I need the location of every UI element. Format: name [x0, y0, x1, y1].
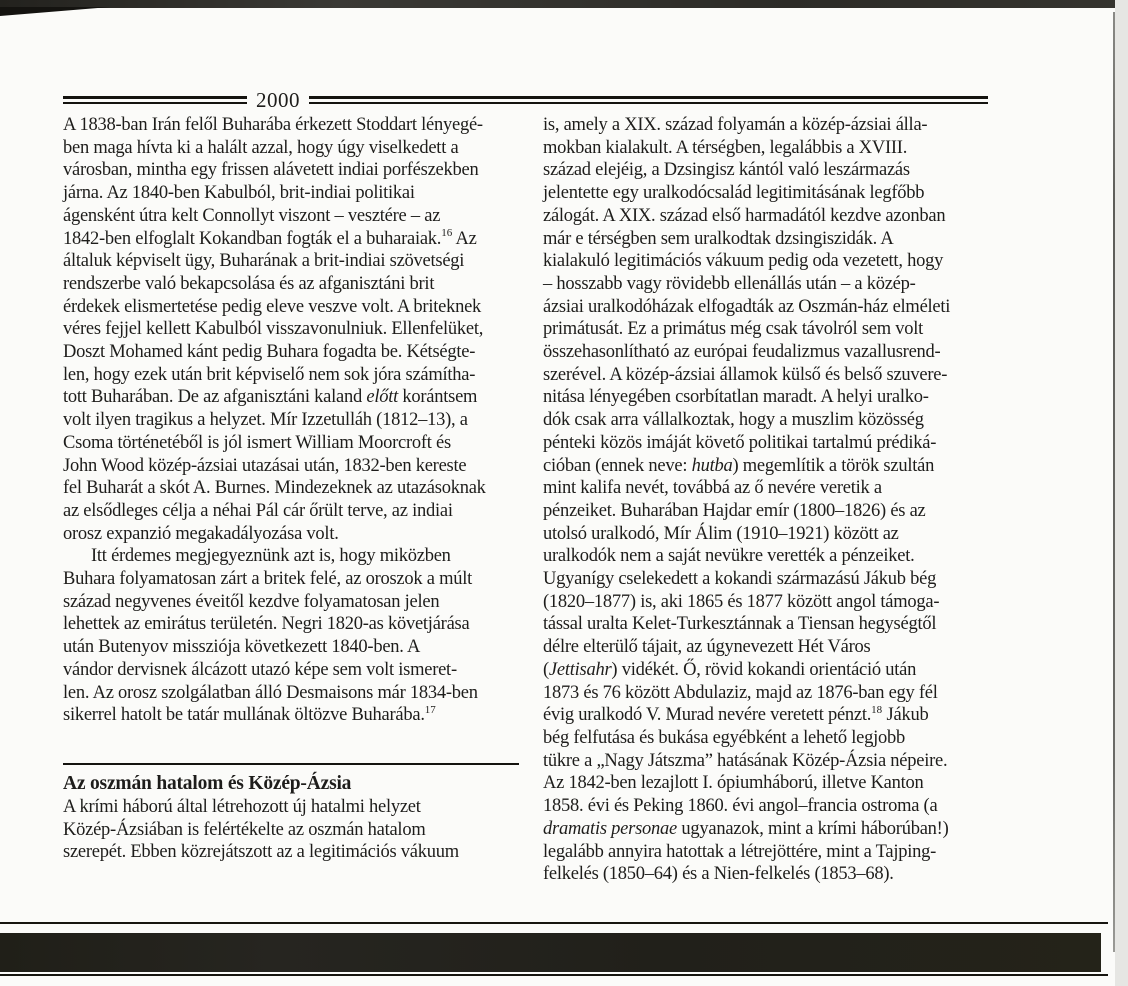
- scan-artifact-bottom-rule-bottom: [0, 974, 1108, 976]
- paragraph-russian-missions: Itt érdemes megjegyeznünk azt is, hogy miközben Buhara folyamatosan zárt a britek felé, az oroszok a múlt század negyvenes éveitől kezdve folyamatosan jelen lehettek az emirátus területén. Negri 1820-as követjárása után Butenyov missziója következett 1840-ben. A vándor dervisnek álcázott utazó képe sem volt ismeret- len. Az orosz szolgálatban álló Desmaisons már 1834-ben sikerrel hatolt be tatár mullának öltözve Buharába.$^{17}$: [63, 546, 478, 726]
- section-heading-block: [63, 763, 519, 796]
- scan-artifact-bottom-bar: [0, 933, 1101, 972]
- scan-artifact-corner-wedge: [0, 7, 110, 16]
- scan-artifact-top-bar: [0, 0, 1128, 8]
- scan-artifact-page-edge-line: [1113, 12, 1115, 952]
- paragraph-crimean-war: A krími háború által létrehozott új hatalmi helyzet Közép-Ázsiában is felértékelte az oszmán hatalom szerepét. Ebben közrejátszott az a legitimációs vákuum: [63, 796, 459, 863]
- section-heading: Az oszmán hatalom és Közép-Ázsia: [63, 772, 352, 794]
- right-column: [543, 114, 1109, 886]
- masthead-rule-left: [63, 96, 247, 104]
- paragraph-legitimacy: is, amely a XIX. század folyamán a közép-ázsiai álla- mokban kialakult. A térségben, legalábbis a XVIII. század elejéig, a Dzsingisz kántól való leszármazás jelentette egy uralkodócsalád legitimitásának legfőbb zálogát. A XIX. század első harmadától kezdve azonban már e térségben sem uralkodtak dzsingiszidák. A kialakuló legitimációs vákuum pedig oda vezetett, hogy – hosszabb vagy rövidebb ellenállás után – a közép- ázsiai uralkodóházak elfogadták az Oszmán-ház elméleti primátusát. Ez a primátus még csak távolról sem volt összehasonlítható az európai feudalizmus vazallusrend- szerével. A közép-ázsiai államok külső és belső szuvere- nitása lényegében csorbítatlan maradt. A helyi uralko- dók csak arra vállalkoztak, hogy a muszlim közösség pénteki közös imáját követő politikai tartalmú prédiká- cióban (ennek neve: hutba) megemlítik a török szultán mint kalifa nevét, továbbá az ő nevére veretik a pénzeiket. Buharában Hajdar emír (1800–1826) és az utolsó uralkodó, Mír Álim (1910–1921) között az uralkodók nem a saját nevükre verették a pénzeiket. Ugyanígy cselekedett a kokandi származású Jákub bég (1820–1877) is, aki 1865 és 1877 között angol támoga- tással uralta Kelet-Turkesztánnak a Tiensan hegységtől délre elterülő tájait, az úgynevezett Hét Város (Jettisahr) vidékét. Ő, rövid kokandi orientáció után 1873 és 76 között Abdulaziz, majd az 1876-ban egy fél évig uralkodó V. Murad nevére veretett pénzt.$^{18}$ Jákub bég felfutása és bukása egyébként a lehető legjobb tükre a „Nagy Játszma” hatásának Közép-Ázsia népeire. Az 1842-ben lezajlott I. ópiumháború, illetve Kanton 1858. évi és Peking 1860. évi angol–francia ostroma (a dramatis personae ugyanazok, mint a krími háborúban!) legalább annyira hatottak a létrejöttére, mint a Tajping- felkelés (1850–64) és a Nien-felkelés (1853–68).: [543, 115, 951, 885]
- section-heading-rule: [63, 763, 519, 765]
- left-column: [63, 114, 541, 864]
- masthead-year: 2000: [256, 88, 300, 112]
- paragraph-stoddart: A 1838-ban Irán felől Buharába érkezett Stoddart lényegé- ben maga hívta ki a halált azzal, hogy úgy viselkedett a városban, mintha egy frissen alávetett indiai porfészekben járna. Az 1840-ben Kabulból, brit-indiai politikai ágensként útra kelt Connollyt viszont – vesztére – az 1842-ben elfoglalt Kokandban fogták el a buharaiak.$^{16}$ Az általuk képviselt ügy, Buharának a brit-indiai szövetségi rendszerbe való bekapcsolása és az afganisztáni brit érdekek elismertetése pedig eleve veszve volt. A briteknek véres fejjel kellett Kabulból visszavonulniuk. Ellenfelüket, Doszt Mohamed kánt pedig Buhara fogadta be. Kétségte- len, hogy ezek után brit képviselő nem sok jóra számítha- tott Buharában. De az afganisztáni kaland előtt korántsem volt ilyen tragikus a helyzet. Mír Izzetulláh (1812–13), a Csoma történetéből is jól ismert William Moorcroft és John Wood közép-ázsiai utazásai után, 1832-ben kereste fel Buharát a skót A. Burnes. Mindezeknek az utazásoknak az elsődleges célja a néhai Pál cár őrült terve, az indiai orosz expanzió megakadályozása volt.: [63, 115, 486, 544]
- scan-artifact-right-margin: [1115, 0, 1128, 986]
- masthead: [63, 88, 988, 112]
- scan-artifact-bottom-rule-top: [0, 922, 1108, 924]
- masthead-rule-right: [309, 96, 988, 104]
